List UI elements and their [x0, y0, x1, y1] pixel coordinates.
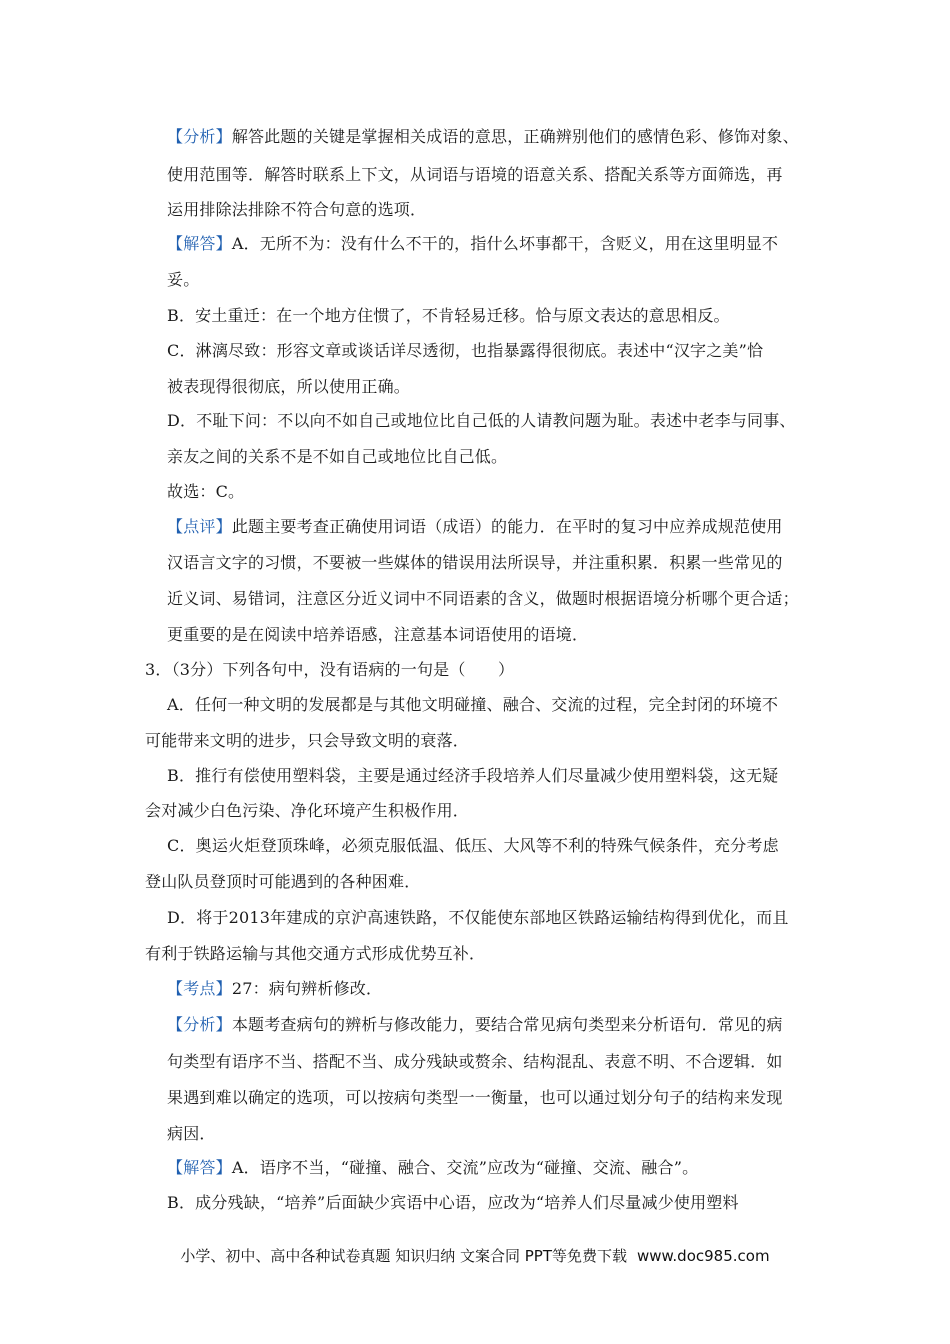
analysis-line-1: 【分析】解答此题的关键是掌握相关成语的意思，正确辨别他们的感情色彩、修饰对象、 [167, 127, 799, 146]
option-d-line-2: 有利于铁路运输与其他交通方式形成优势互补． [145, 944, 486, 963]
footer-text: 小学、初中、高中各种试卷真题 知识归纳 文案合同 PPT等免费下载 [180, 1247, 627, 1265]
comment-line-3: 近义词、易错词，注意区分近义词中不同语素的含义，做题时根据语境分析哪个更合适； [167, 589, 799, 608]
kaodian-line: 【考点】27：病句辨析修改． [167, 979, 383, 998]
option-a-line-2: 可能带来文明的进步，只会导致文明的衰落． [145, 731, 470, 750]
option-b-line-2: 会对减少白色污染、净化环境产生积极作用． [145, 801, 470, 820]
analysis-line-2: 使用范围等．解答时联系上下文，从词语与语境的语意关系、搭配关系等方面筛选，再 [167, 165, 783, 184]
option-b-line-1: B．推行有偿使用塑料袋，主要是通过经济手段培养人们尽量减少使用塑料袋，这无疑 [167, 766, 779, 785]
answer-line-6: D．不耻下问：不以向不如自己或地位比自己低的人请教问题为耻。表述中老李与同事、 [167, 411, 796, 430]
answer-line-8: 故选：C。 [167, 482, 245, 501]
answer-line-7: 亲友之间的关系不是不如自己或地位比自己低。 [167, 447, 508, 466]
option-a-line-1: A．任何一种文明的发展都是与其他文明碰撞、融合、交流的过程，完全封闭的环境不 [167, 695, 779, 714]
answer3-tag: 【解答】 [167, 1158, 232, 1177]
answer-line-1: 【解答】A．无所不为：没有什么不干的，指什么坏事都干，含贬义，用在这里明显不 [167, 234, 779, 253]
footer-site-link[interactable]: www.doc985.com [636, 1247, 770, 1265]
answer-line-2: 妥。 [167, 270, 200, 289]
analysis3-tag: 【分析】 [167, 1015, 232, 1034]
page-footer [0, 1245, 950, 1266]
answer-line-3: B．安土重迁：在一个地方住惯了，不肯轻易迁移。恰与原文表达的意思相反。 [167, 306, 730, 325]
comment-line-4: 更重要的是在阅读中培养语感，注意基本词语使用的语境． [167, 625, 589, 644]
comment-line-2: 汉语言文字的习惯，不要被一些媒体的错误用法所误导，并注重积累．积累一些常见的 [167, 553, 783, 572]
analysis-line-3: 运用排除法排除不符合句意的选项． [167, 200, 427, 219]
comment-tag: 【点评】 [167, 517, 232, 536]
answer-tag: 【解答】 [167, 234, 232, 253]
question-stem: 3．（3分）下列各句中，没有语病的一句是（ ） [145, 660, 515, 679]
analysis3-line-3: 果遇到难以确定的选项，可以按病句类型一一衡量，也可以通过划分句子的结构来发现 [167, 1088, 783, 1107]
analysis3-line-1: 【分析】本题考查病句的辨析与修改能力，要结合常见病句类型来分析语句．常见的病 [167, 1015, 783, 1034]
analysis3-line-4: 病因． [167, 1124, 216, 1143]
answer-line-5: 被表现得很彻底，所以使用正确。 [167, 377, 411, 396]
analysis-tag: 【分析】 [167, 127, 232, 146]
option-c-line-2: 登山队员登顶时可能遇到的各种困难． [145, 872, 421, 891]
kaodian-tag: 【考点】 [167, 979, 232, 998]
answer3-line-1: 【解答】A．语序不当，“碰撞、融合、交流”应改为“碰撞、交流、融合”。 [167, 1158, 699, 1177]
analysis3-line-2: 句类型有语序不当、搭配不当、成分残缺或赘余、结构混乱、表意不明、不合逻辑．如 [167, 1052, 783, 1071]
answer-line-4: C．淋漓尽致：形容文章或谈话详尽透彻，也指暴露得很彻底。表述中“汉字之美”恰 [167, 341, 764, 360]
comment-line-1: 【点评】此题主要考查正确使用词语（成语）的能力．在平时的复习中应养成规范使用 [167, 517, 783, 536]
option-d-line-1: D．将于2013年建成的京沪高速铁路，不仅能使东部地区铁路运输结构得到优化，而且 [167, 908, 789, 927]
answer3-line-2: B．成分残缺，“培养”后面缺少宾语中心语，应改为“培养人们尽量减少使用塑料 [167, 1193, 739, 1212]
option-c-line-1: C．奥运火炬登顶珠峰，必须克服低温、低压、大风等不利的特殊气候条件，充分考虑 [167, 836, 779, 855]
